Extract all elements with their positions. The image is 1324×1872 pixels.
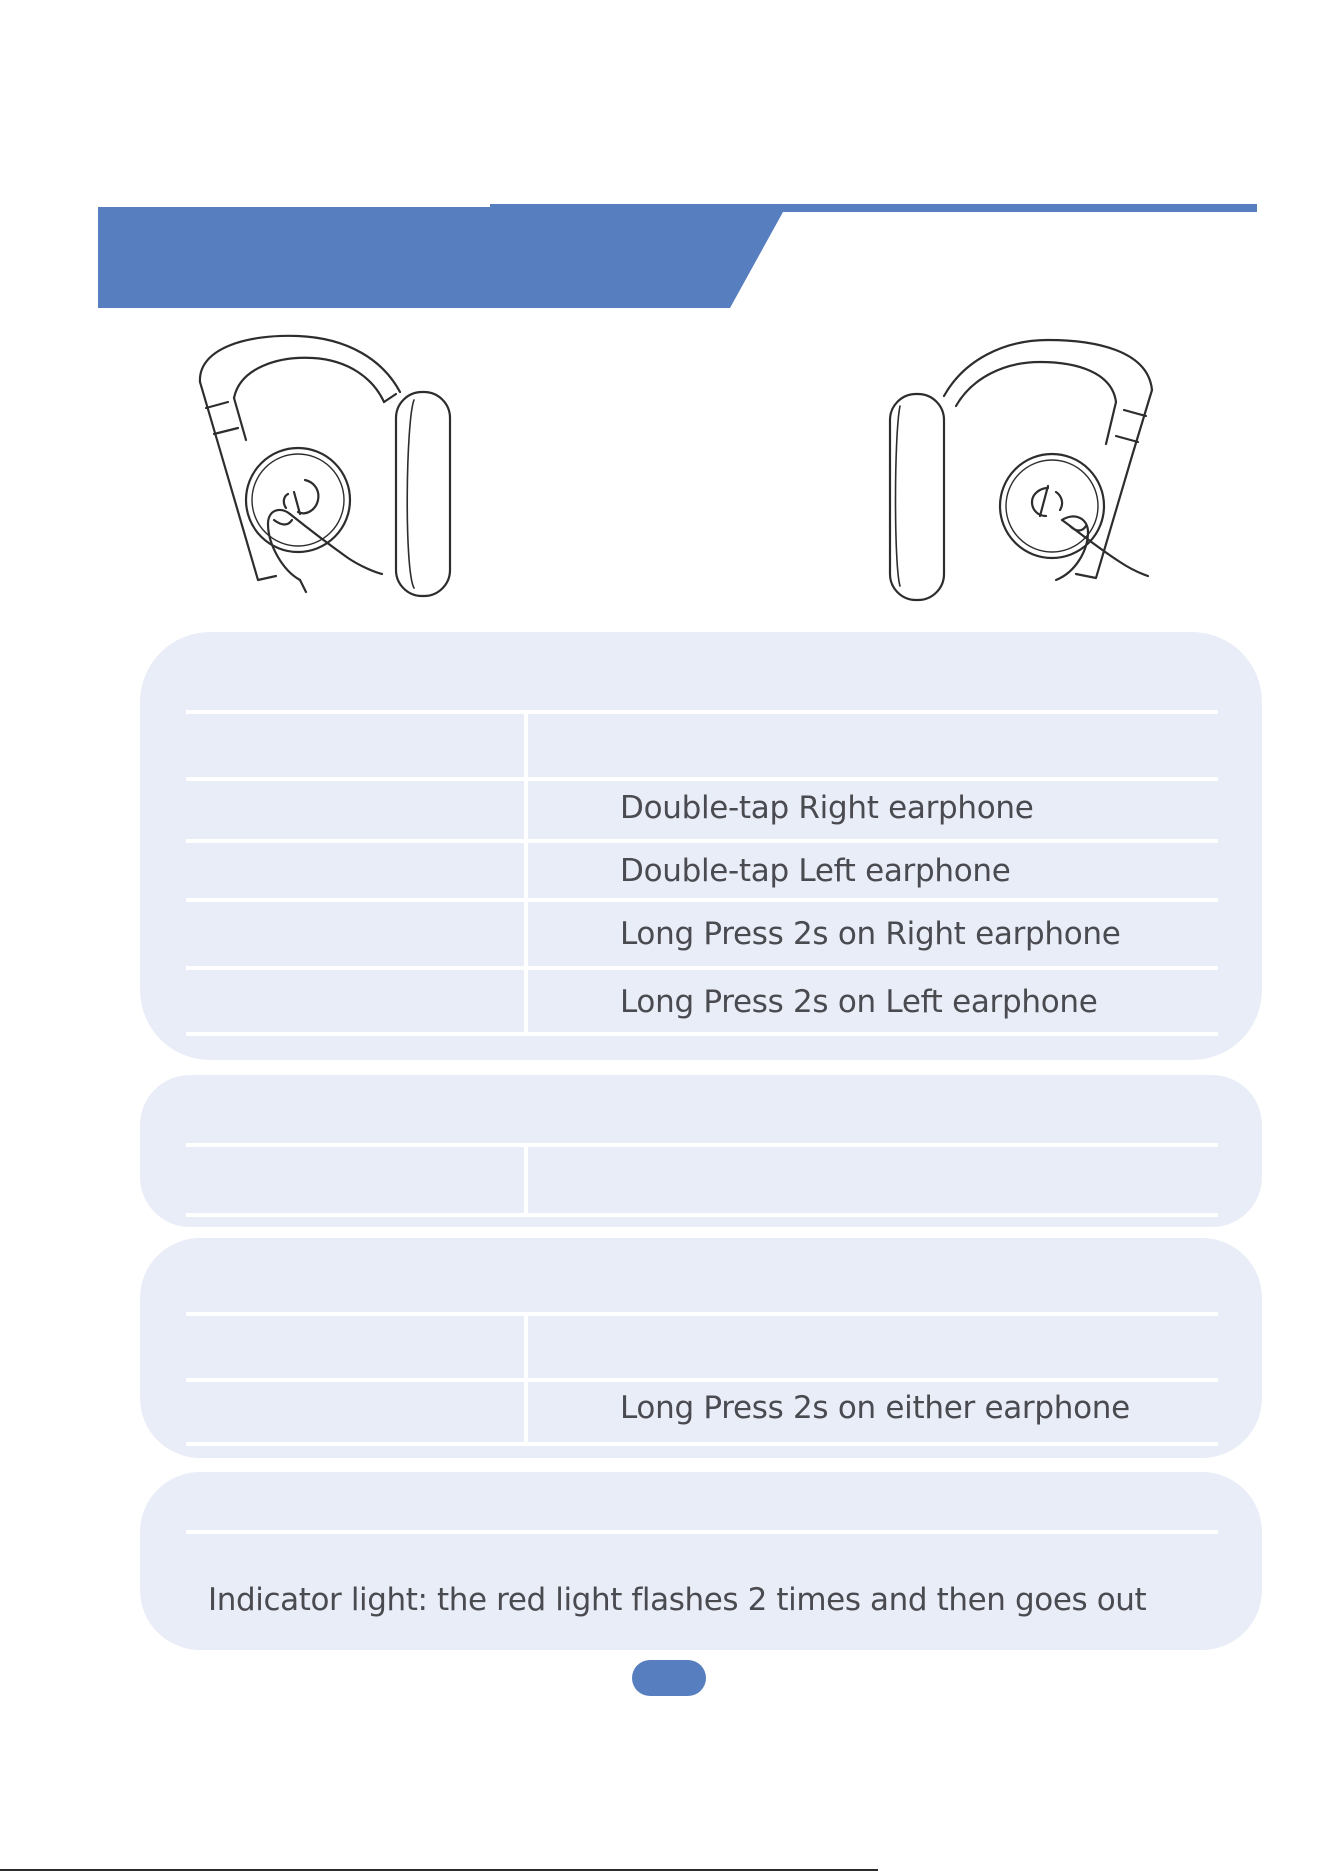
table-cell-action: Long Press 2s on either earphone <box>620 1390 1130 1426</box>
column-divider <box>524 710 528 1036</box>
controls-table-panel <box>140 632 1262 1060</box>
header-accent-shape <box>98 204 1257 308</box>
footer-rule <box>0 1869 878 1871</box>
table-rule <box>186 1143 1218 1147</box>
secondary-table-panel <box>140 1075 1262 1227</box>
page-number-badge <box>632 1660 706 1696</box>
table-cell-action: Long Press 2s on Left earphone <box>620 984 1098 1020</box>
table-rule <box>186 1213 1218 1217</box>
table-rule <box>186 966 1218 970</box>
indicator-light-note: Indicator light: the red light flashes 2 times and then goes out <box>208 1582 1147 1618</box>
left-earphone-illustration <box>188 330 478 600</box>
table-cell-action: Long Press 2s on Right earphone <box>620 916 1121 952</box>
table-cell-action: Double-tap Right earphone <box>620 790 1034 826</box>
table-rule <box>186 777 1218 781</box>
right-earphone-illustration <box>880 336 1180 606</box>
table-rule <box>186 1032 1218 1036</box>
table-rule <box>186 898 1218 902</box>
header-band <box>0 0 1324 320</box>
column-divider <box>524 1312 528 1446</box>
table-rule <box>186 1312 1218 1316</box>
table-rule <box>186 1530 1218 1534</box>
indicator-note-panel <box>140 1472 1262 1650</box>
table-rule <box>186 839 1218 843</box>
third-table-panel <box>140 1238 1262 1458</box>
table-rule <box>186 1378 1218 1382</box>
column-divider <box>524 1143 528 1217</box>
table-rule <box>186 1442 1218 1446</box>
table-rule <box>186 710 1218 714</box>
table-cell-action: Double-tap Left earphone <box>620 853 1011 889</box>
